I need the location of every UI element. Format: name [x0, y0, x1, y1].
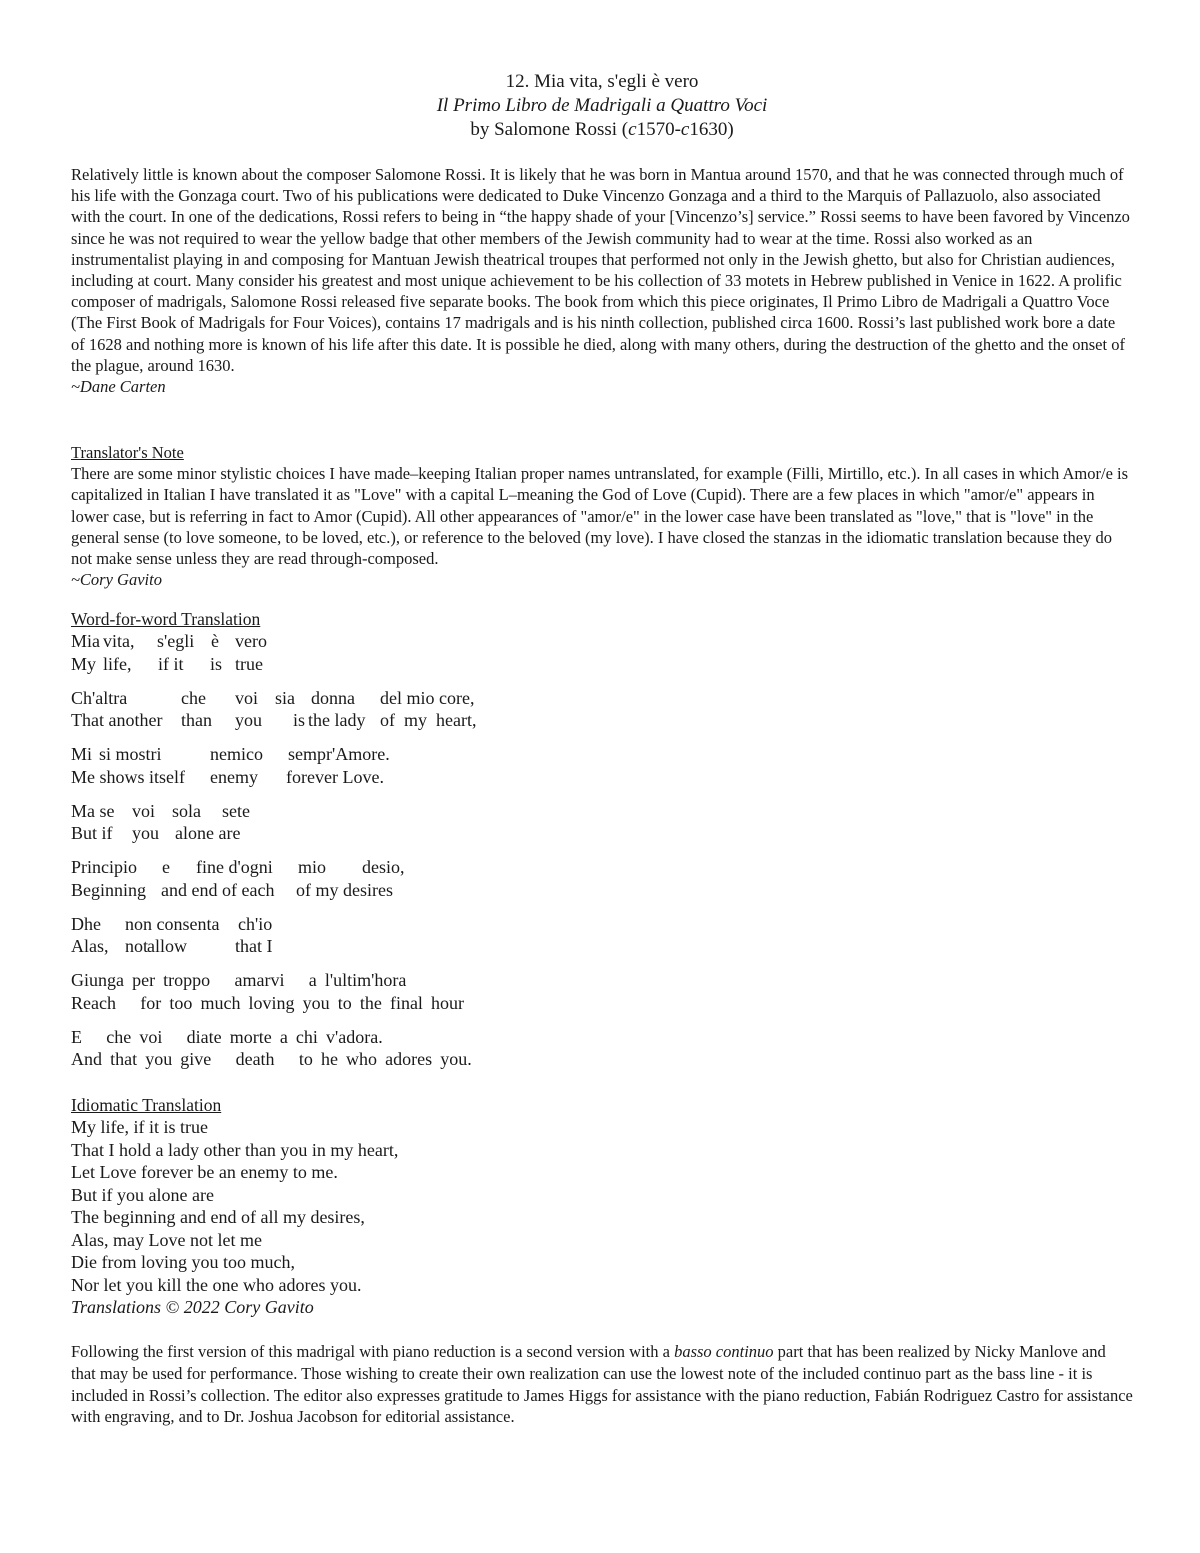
word-for-word-pair: [71, 743, 1133, 788]
word: is: [210, 653, 223, 674]
word: mio: [298, 857, 327, 877]
word: del mio core,: [380, 687, 475, 708]
word-for-word-pair: [71, 913, 1133, 958]
word: Mi: [71, 744, 93, 764]
idiomatic-lines: [71, 1116, 1133, 1296]
english-line: [71, 709, 1133, 732]
word-for-word-pair: [71, 1026, 1133, 1071]
word-for-word-pairs: [71, 630, 1133, 1071]
word-for-word-pair: [71, 630, 1133, 675]
word: not: [125, 936, 149, 956]
word: fine d'ogni: [196, 857, 273, 877]
word: Mia: [71, 631, 100, 651]
collection-title: Il Primo Libro de Madrigali a Quattro Voci: [436, 95, 768, 116]
word: s'egli: [157, 631, 195, 651]
word-for-word-pair: [71, 969, 1133, 1014]
composer-byline: by Salomone Rossi (c1570-c1630): [470, 119, 734, 140]
performance-note-text: Following the first version of this madrigal with piano reduction is a second version with a basso continuo part that has been realized by Nicky Manlove and that may be used for performance. Those wishing to create their own realization can use the lowest note of the included continuo part as the bass line - it is included in Rossi’s collection. The editor also expresses gratitude to James Higgs for assistance with the piano reduction, Fabián Rodriguez Castro for assistance with engraving, and to Dr. Joshua Jacobson for editorial assistance.: [71, 1342, 1133, 1427]
word: But if: [71, 823, 113, 843]
italian-line: [71, 913, 1133, 936]
word: desio,: [362, 857, 405, 877]
translators-note-heading: Translator's Note: [71, 443, 184, 462]
word: Dhe: [71, 913, 101, 934]
word: enemy: [210, 766, 258, 787]
translators-note-section: [71, 442, 1133, 590]
word: sempr'Amore.: [288, 744, 390, 764]
idiomatic-heading: Idiomatic Translation: [71, 1095, 222, 1115]
idiomatic-line: The beginning and end of all my desires,: [71, 1207, 365, 1227]
word: you: [235, 710, 262, 730]
word-group: And that you give death to he who adores you.: [71, 1049, 472, 1069]
basso-continuo-term: basso continuo: [674, 1342, 774, 1361]
word: is: [293, 710, 306, 730]
word: and end of each: [161, 879, 275, 900]
word: Ma se: [71, 800, 115, 821]
word: vita,: [103, 631, 135, 651]
word: donna: [311, 687, 355, 708]
idiomatic-line: But if you alone are: [71, 1184, 214, 1205]
biography-section: [71, 164, 1133, 397]
italian-line: [71, 856, 1133, 879]
english-line: [71, 992, 1133, 1015]
italian-line: [71, 800, 1133, 823]
word: Ch'altra: [71, 687, 128, 708]
word: e: [162, 857, 170, 877]
word: è: [211, 631, 219, 651]
word: the lady: [308, 710, 366, 730]
word: than: [181, 710, 212, 730]
word: life,: [103, 653, 132, 674]
english-line: [71, 935, 1133, 958]
biography-text: Relatively little is known about the composer Salomone Rossi. It is likely that he was born in Mantua around 1570, and that he was connected through much of his life with the Gonzaga court. Two of his publications were dedicated to Duke Vincenzo Gonzaga and a third to the Marquis of Pallazuolo, also associated with the court. In one of the dedications, Rossi refers to being in “the happy shade of your [Vincenzo’s] service.” Rossi seems to have been favored by Vincenzo since he was not required to wear the yellow badge that other members of the Jewish community had to wear at the time. Rossi also worked as an instrumentalist playing in and composing for Mantuan Jewish theatrical troupes that performed not only in the Jewish ghetto, but also for Christian audiences, including at court. Many consider his greatest and most unique achievement to be his collection of 33 motets in Hebrew published in Venice in 1622. A prolific composer of madrigals, Salomone Rossi released five separate books. The book from which this piece originates, Il Primo Libro de Madrigali a Quattro Voce (The First Book of Madrigals for Four Voices), contains 17 madrigals and is his ninth collection, published circa 1600. Rossi’s last published work bore a date of 1628 and nothing more is known of his life after this date. It is possible he died, along with many others, during the destruction of the ghetto and the onset of the plague, around 1630.: [71, 165, 1130, 375]
word-group: Reach for too much loving you to the final hour: [71, 992, 465, 1013]
word: My: [71, 653, 97, 674]
title-block: [71, 70, 1133, 142]
word: true: [235, 653, 263, 674]
italian-line: [71, 630, 1133, 653]
translators-note-text: There are some minor stylistic choices I have made–keeping Italian proper names untranslated, for example (Filli, Mirtillo, etc.). In all cases in which Amor/e is capitalized in Italian I have translated it as "Love" with a capital L–meaning the God of Love (Cupid). There are a few places in which "amor/e" appears in lower case, but is referring in fact to Amor (Cupid). All other appearances of "amor/e" in the lower case have been translated as "love," that is "love" in the general sense (to love someone, to be loved, etc.), or reference to the beloved (my love). I have closed the stanzas in the idiomatic translation because they do not make sense unless they are read through-composed.: [71, 464, 1129, 569]
word: Beginning: [71, 879, 146, 900]
word: ch'io: [238, 913, 273, 934]
word: Alas,: [71, 936, 109, 956]
word-group: E che voi diate morte a chi v'adora.: [71, 1026, 383, 1047]
english-line: [71, 653, 1133, 676]
word: of: [380, 710, 395, 730]
word: heart,: [436, 710, 477, 730]
idiomatic-line: Alas, may Love not let me: [71, 1229, 262, 1250]
italian-line: [71, 1026, 1133, 1049]
english-line: [71, 879, 1133, 902]
italian-line: [71, 743, 1133, 766]
english-line: [71, 766, 1133, 789]
word: sola: [172, 800, 201, 821]
word: that I: [235, 936, 273, 956]
word: voi: [132, 800, 156, 821]
word: if it: [158, 653, 184, 674]
word: That another: [71, 710, 163, 730]
english-line: [71, 822, 1133, 845]
word-for-word-section: [71, 608, 1133, 1082]
idiomatic-line: Let Love forever be an enemy to me.: [71, 1162, 338, 1182]
word: my: [404, 710, 428, 730]
word: alone are: [175, 823, 241, 843]
italian-line: [71, 687, 1133, 710]
word: you: [132, 823, 159, 843]
copyright-notice: Translations © 2022 Cory Gavito: [71, 1297, 314, 1317]
word: si mostri: [99, 744, 162, 764]
idiomatic-section: [71, 1094, 1133, 1319]
italian-line: [71, 969, 1133, 992]
word: Me shows itself: [71, 766, 185, 787]
word: forever Love.: [286, 766, 384, 787]
word: nemico: [210, 744, 263, 764]
word: Principio: [71, 857, 137, 877]
word-for-word-pair: [71, 856, 1133, 901]
word: vero: [235, 631, 267, 651]
idiomatic-line: Nor let you kill the one who adores you.: [71, 1274, 362, 1295]
word-for-word-heading: Word-for-word Translation: [71, 609, 261, 629]
word: sia: [275, 687, 295, 708]
word: voi: [235, 687, 259, 708]
word: allow: [147, 936, 187, 956]
idiomatic-line: Die from loving you too much,: [71, 1252, 295, 1272]
word: non consenta: [125, 913, 220, 934]
idiomatic-line: That I hold a lady other than you in my heart,: [71, 1139, 399, 1160]
word-for-word-pair: [71, 687, 1133, 732]
word-for-word-pair: [71, 800, 1133, 845]
word: che: [181, 687, 206, 708]
biography-signature: ~Dane Carten: [71, 377, 166, 397]
idiomatic-line: My life, if it is true: [71, 1117, 208, 1137]
word: of my desires: [296, 879, 393, 900]
word: sete: [222, 800, 250, 821]
piece-title: 12. Mia vita, s'egli è vero: [505, 71, 699, 92]
performance-note-section: [71, 1341, 1133, 1428]
word-group: Giunga per troppo amarvi a l'ultim'hora: [71, 970, 407, 990]
english-line: [71, 1048, 1133, 1071]
translators-note-signature: ~Cory Gavito: [71, 570, 162, 590]
